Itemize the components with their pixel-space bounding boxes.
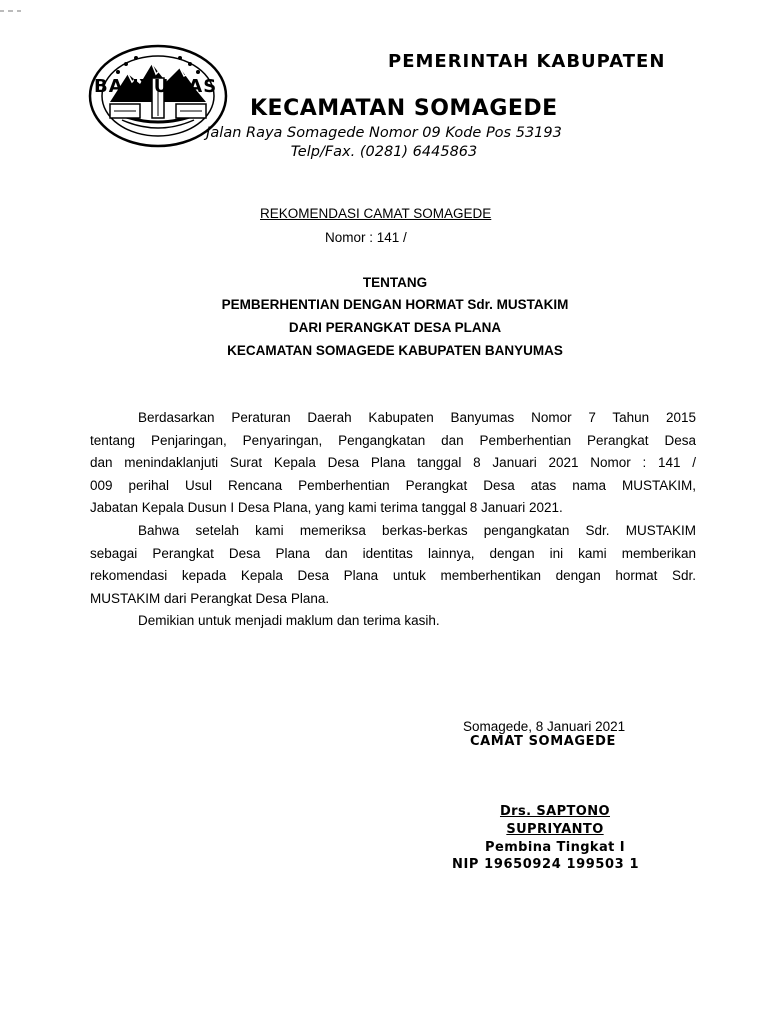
body-line: Berdasarkan Peraturan Daerah Kabupaten Banyumas Nomor 7 Tahun 2015: [138, 410, 696, 425]
signatory-nip: NIP 19650924 199503 1: [452, 857, 640, 872]
signature-place-date: Somagede, 8 Januari 2021: [463, 719, 626, 734]
subject-line: KECAMATAN SOMAGEDE KABUPATEN BANYUMAS: [227, 343, 563, 358]
signature-title: CAMAT SOMAGEDE: [470, 734, 617, 749]
letterhead-district-name: KECAMATAN SOMAGEDE: [250, 96, 558, 121]
body-line: Demikian untuk menjadi maklum dan terima kasih.: [138, 613, 440, 628]
subject-heading: TENTANG: [362, 275, 428, 290]
subject-line: DARI PERANGKAT DESA PLANA: [288, 320, 502, 335]
letterhead-phone: Telp/Fax. (0281) 6445863: [290, 144, 478, 160]
letterhead-government-name: PEMERINTAH KABUPATEN: [388, 51, 666, 72]
recommendation-number: Nomor : 141 /: [325, 230, 407, 245]
signatory-rank: Pembina Tingkat I: [485, 840, 625, 855]
body-line: rekomendasi kepada Kepala Desa Plana untuk memberhentikan dengan hormat Sdr.: [90, 568, 696, 584]
body-line: 009 perihal Usul Rencana Pemberhentian Perangkat Desa atas nama MUSTAKIM,: [90, 477, 696, 493]
body-line: Jabatan Kepala Dusun I Desa Plana, yang kami terima tanggal 8 Januari 2021.: [90, 500, 563, 516]
body-line: MUSTAKIM dari Perangkat Desa Plana.: [90, 590, 330, 606]
letterhead-regency-name: BANYUMAS: [94, 76, 218, 97]
body-line: sebagai Perangkat Desa Plana dan identitas lainnya, dengan ini kami memberikan: [90, 545, 696, 561]
letterhead-address: Jalan Raya Somagede Nomor 09 Kode Pos 53193: [206, 125, 562, 141]
recommendation-title: REKOMENDASI CAMAT SOMAGEDE: [260, 206, 492, 221]
body-paragraph-1: [90, 407, 696, 520]
cut-off-text-fragment: [0, 9, 30, 13]
body-paragraph-2: [90, 520, 696, 610]
body-line: tentang Penjaringan, Penyaringan, Pengangkatan dan Pemberhentian Perangkat Desa: [90, 432, 696, 448]
body-paragraph-3: [90, 610, 696, 633]
body-line: dan menindaklanjuti Surat Kepala Desa Plana tanggal 8 Januari 2021 Nomor : 141 /: [90, 455, 696, 471]
signatory-name: Drs. SAPTONO: [499, 804, 610, 819]
signatory-name-continued: SUPRIYANTO: [506, 822, 604, 837]
subject-line: PEMBERHENTIAN DENGAN HORMAT Sdr. MUSTAKIM: [221, 297, 569, 312]
body-line: Bahwa setelah kami memeriksa berkas-berkas pengangkatan Sdr. MUSTAKIM: [138, 523, 696, 538]
